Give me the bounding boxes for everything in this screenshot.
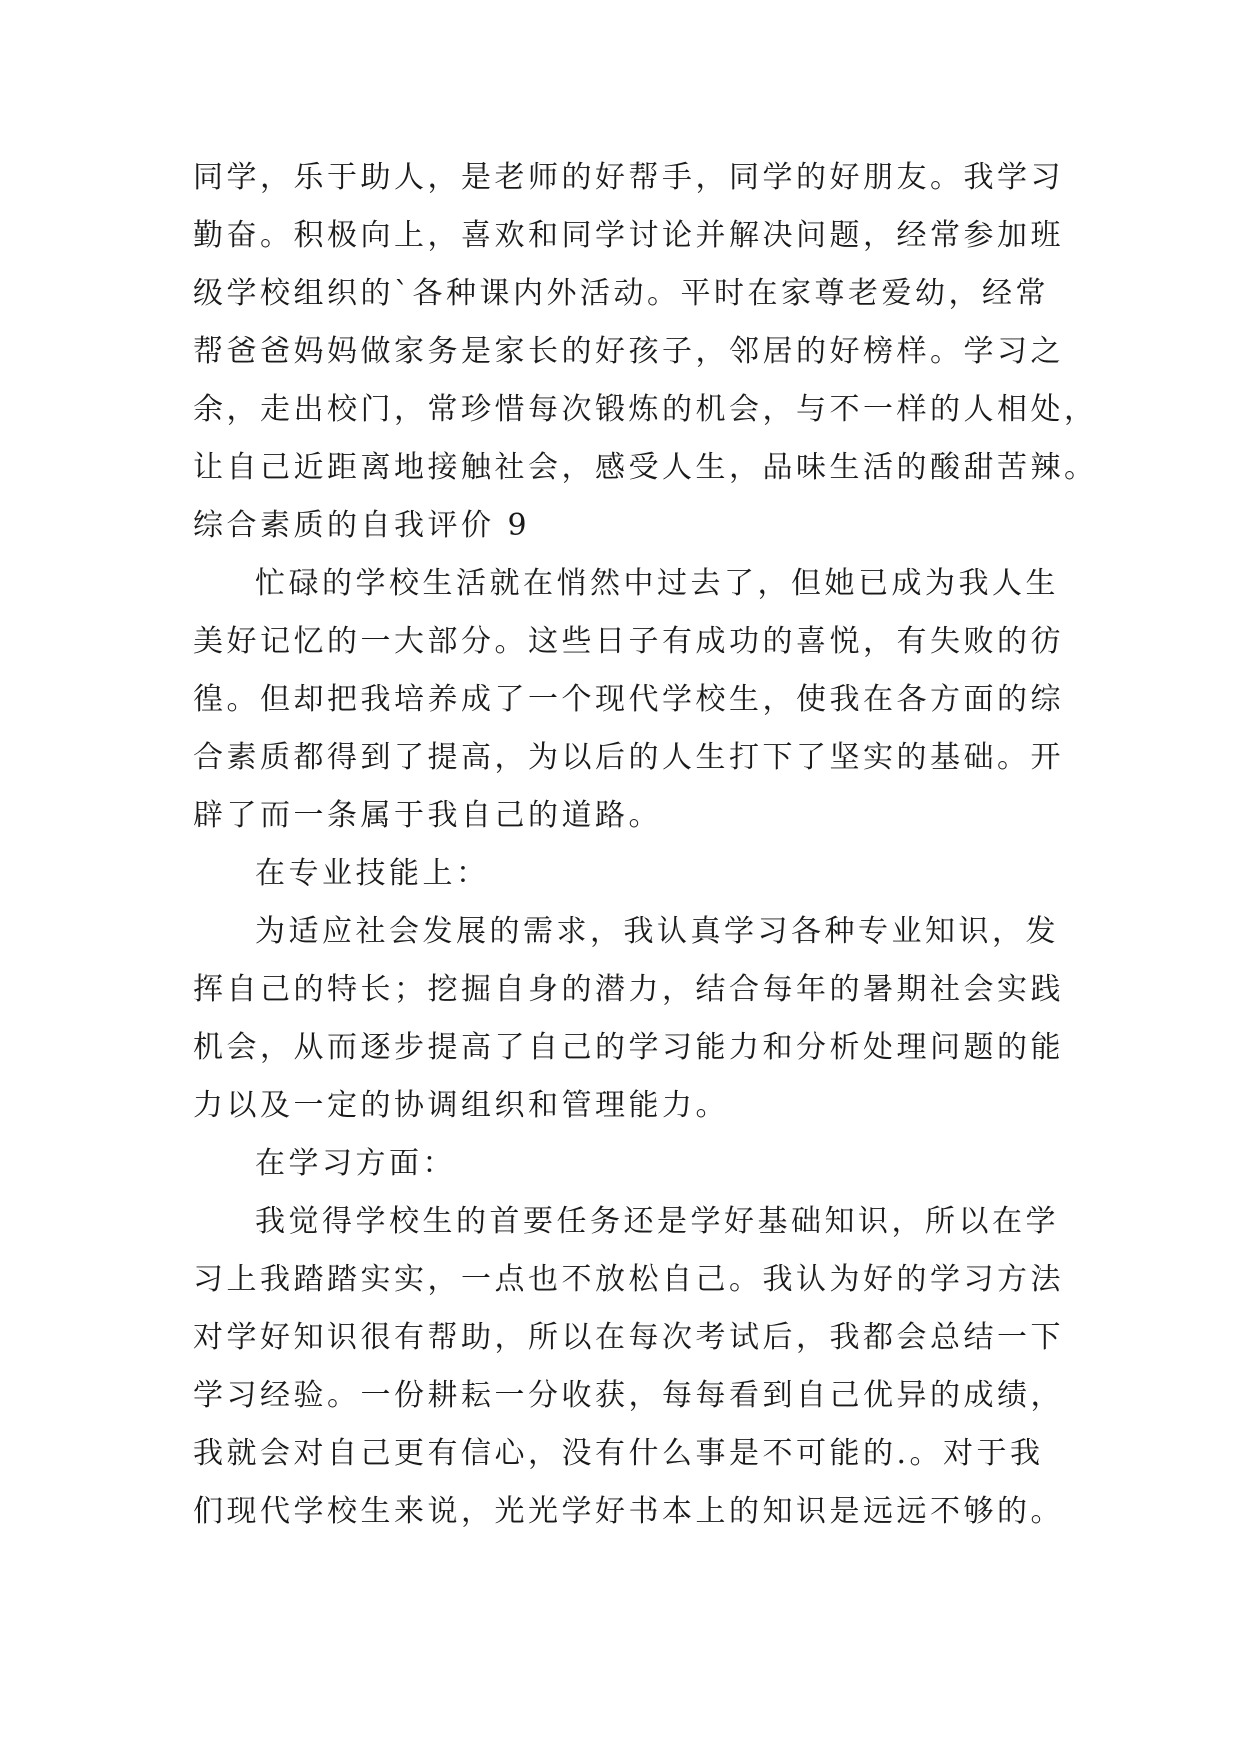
subheading: 在学习方面：	[255, 1146, 456, 1181]
subheading: 在专业技能上：	[255, 856, 490, 891]
text-line: 学习经验。一份耕耘一分收获，每每看到自己优异的成绩，	[193, 1378, 1064, 1413]
text-line: 对学好知识很有帮助，所以在每次考试后，我都会总结一下	[193, 1320, 1064, 1355]
text-line: 让自己近距离地接触社会，感受人生，品味生活的酸甜苦辣。	[193, 450, 1098, 485]
text-line: 们现代学校生来说，光光学好书本上的知识是远远不够的。	[193, 1494, 1064, 1529]
section-heading: 综合素质的自我评价 9	[193, 508, 531, 543]
text-line: 为适应社会发展的需求，我认真学习各种专业知识，发	[255, 914, 1059, 949]
text-line: 余，走出校门，常珍惜每次锻炼的机会，与不一样的人相处，	[193, 392, 1098, 427]
text-line: 徨。但却把我培养成了一个现代学校生，使我在各方面的综	[193, 682, 1064, 717]
text-line: 帮爸爸妈妈做家务是家长的好孩子，邻居的好榜样。学习之	[193, 334, 1064, 369]
text-line: 我就会对自己更有信心，没有什么事是不可能的.。对于我	[193, 1436, 1044, 1471]
text-line: 机会，从而逐步提高了自己的学习能力和分析处理问题的能	[193, 1030, 1064, 1065]
text-line: 忙碌的学校生活就在悄然中过去了，但她已成为我人生	[255, 566, 1059, 601]
text-line: 习上我踏踏实实，一点也不放松自己。我认为好的学习方法	[193, 1262, 1064, 1297]
text-line: 挥自己的特长；挖掘自身的潜力，结合每年的暑期社会实践	[193, 972, 1064, 1007]
text-line: 勤奋。积极向上，喜欢和同学讨论并解决问题，经常参加班	[193, 218, 1064, 253]
text-line: 辟了而一条属于我自己的道路。	[193, 798, 662, 833]
text-line: 美好记忆的一大部分。这些日子有成功的喜悦，有失败的彷	[193, 624, 1064, 659]
text-line: 我觉得学校生的首要任务还是学好基础知识，所以在学	[255, 1204, 1059, 1239]
text-line: 力以及一定的协调组织和管理能力。	[193, 1088, 729, 1123]
text-line: 同学，乐于助人，是老师的好帮手，同学的好朋友。我学习	[193, 160, 1064, 195]
text-line: 合素质都得到了提高，为以后的人生打下了坚实的基础。开	[193, 740, 1064, 775]
text-line: 级学校组织的`各种课内外活动。平时在家尊老爱幼，经常	[193, 276, 1049, 311]
